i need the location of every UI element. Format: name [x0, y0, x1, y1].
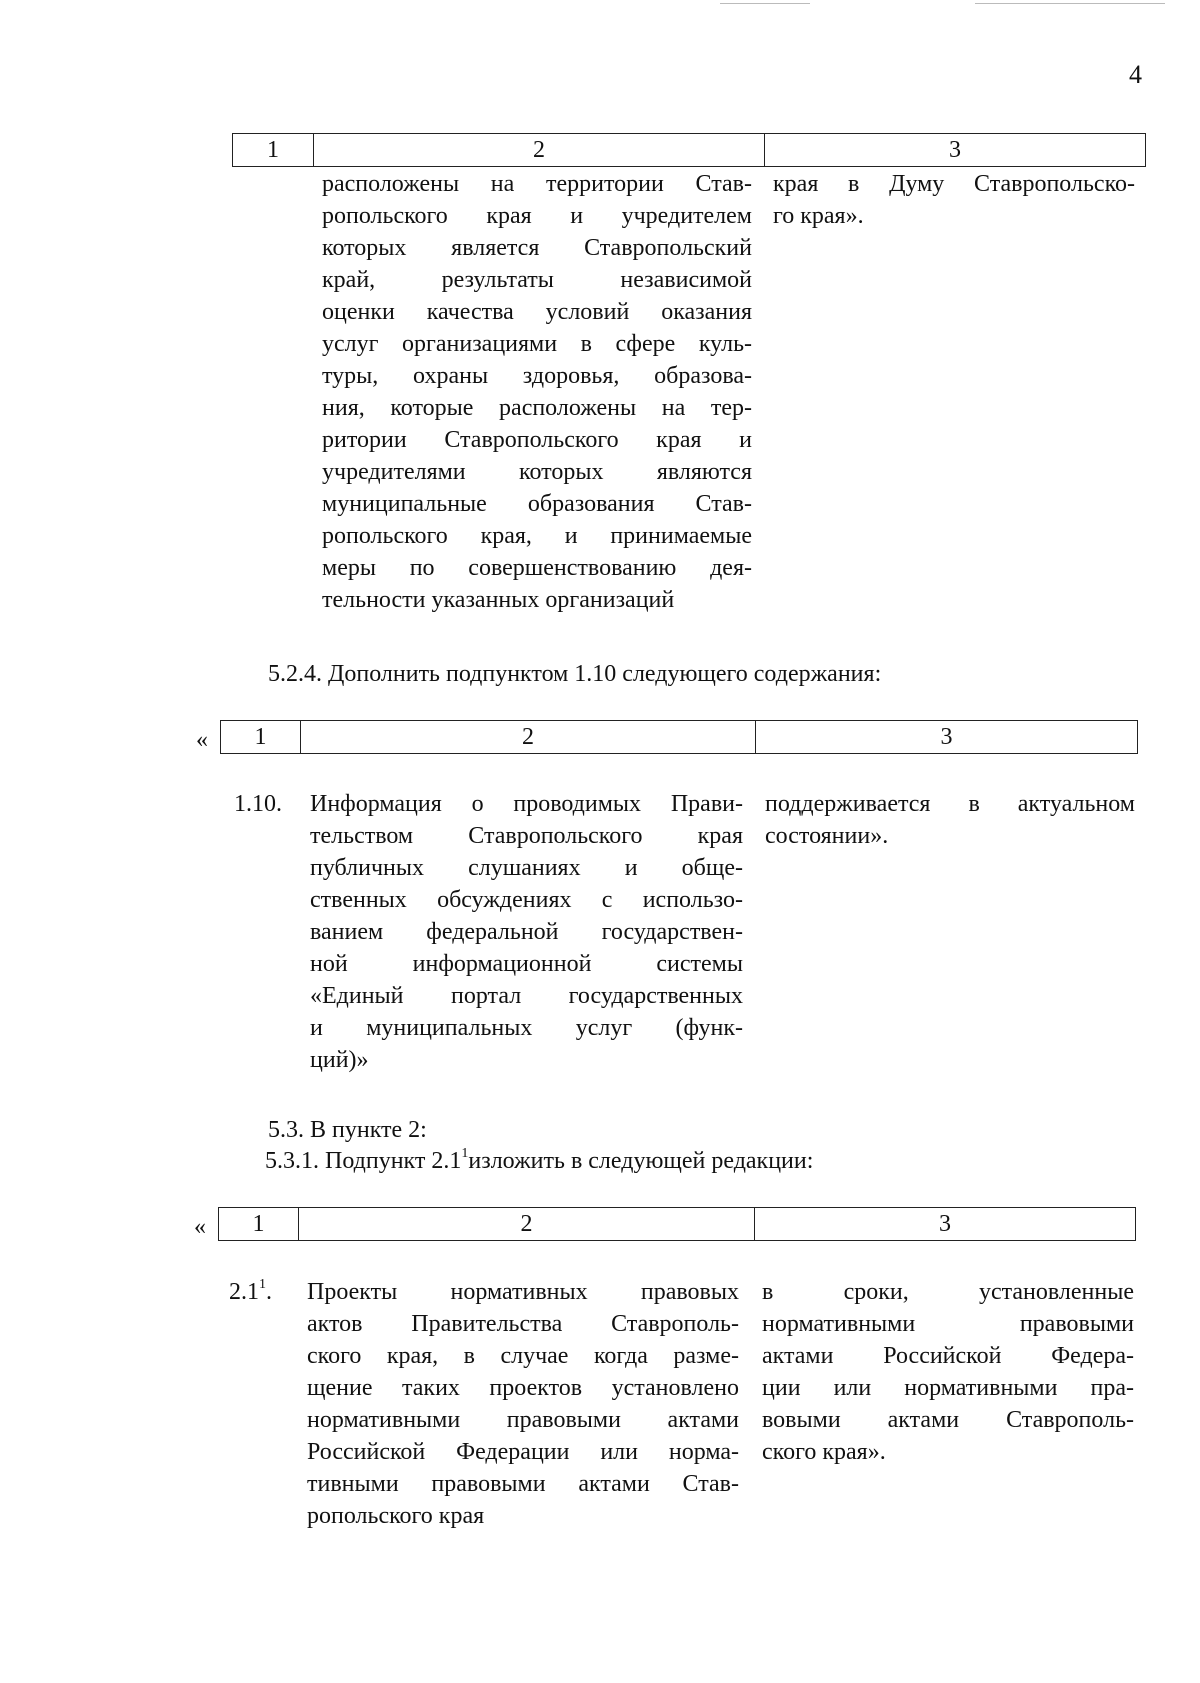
block1-col2-line: муниципальные образования Став- [322, 491, 752, 517]
block3-col2-line: актов Правительства Ставрополь- [307, 1311, 739, 1337]
header-col-2: 2 [298, 1208, 754, 1240]
table-header-2 [220, 720, 1138, 754]
block1-col2-line: тельности указанных организаций [322, 587, 675, 613]
paragraph-5-3-1 [265, 1145, 813, 1177]
block2-col3-line: поддерживается в актуальном [765, 791, 1135, 817]
block2-col2-line: и муниципальных услуг (функ- [310, 1015, 743, 1041]
header-col-3: 3 [764, 134, 1145, 166]
block2-column3-text [765, 788, 1135, 852]
header-col-2: 2 [313, 134, 764, 166]
block1-col3-line: го края». [773, 203, 864, 229]
block1-col2-line: ритории Ставропольского края и [322, 427, 752, 453]
block2-col2-line: публичных слушаниях и обще- [310, 855, 743, 881]
block3-col2-line: ропольского края [307, 1503, 485, 1529]
block2-col2-line: «Единый портал государственных [310, 983, 743, 1009]
header-col-2: 2 [300, 721, 755, 753]
block1-col2-line: меры по совершенствованию дея- [322, 555, 752, 581]
block2-column2-text [310, 788, 743, 1076]
block3-column3-text [762, 1276, 1134, 1468]
block1-col2-line: учредителями которых являются [322, 459, 752, 485]
block3-col2-line: ского края, в случае когда разме- [307, 1343, 739, 1369]
paragraph-5-3-1-text: 5.3.1. Подпункт 2.1 [265, 1148, 462, 1174]
block1-col2-line: ния, которые расположены на тер- [322, 395, 752, 421]
item-number-1-10: 1.10. [234, 791, 282, 817]
block2-col2-line: ций)» [310, 1047, 369, 1073]
block1-col2-line: услуг организациями в сфере куль- [322, 331, 752, 357]
block2-col2-line: ственных обсуждениях с использо- [310, 887, 743, 913]
page-number: 4 [1129, 60, 1142, 89]
block3-col3-line: актами Российской Федера- [762, 1343, 1134, 1369]
block1-col2-line: расположены на территории Став- [322, 171, 752, 197]
block1-column3-text [773, 168, 1135, 232]
scan-artifact-line [720, 3, 810, 4]
block2-col2-line: тельством Ставропольского края [310, 823, 743, 849]
block1-col3-line: края в Думу Ставропольско- [773, 171, 1135, 197]
block2-col2-line: ной информационной системы [310, 951, 743, 977]
block1-column2-text [322, 168, 752, 616]
paragraph-5-2-4: 5.2.4. Дополнить подпунктом 1.10 следующего содержания: [268, 661, 882, 687]
block3-col2-line: Проекты нормативных правовых [307, 1279, 739, 1305]
item-number-end: . [266, 1279, 272, 1305]
block3-col3-line: ского края». [762, 1439, 886, 1465]
scan-artifact-line [975, 3, 1165, 4]
block3-col3-line: ции или нормативными пра- [762, 1375, 1134, 1401]
block2-col3-line: состоянии». [765, 823, 889, 849]
block3-col2-line: нормативными правовыми актами [307, 1407, 739, 1433]
table-header-3 [218, 1207, 1136, 1241]
block1-col2-line: край, результаты независимой [322, 267, 752, 293]
block3-col2-line: Российской Федерации или норма- [307, 1439, 739, 1465]
opening-quote: « [196, 727, 208, 753]
block1-col2-line: которых является Ставропольский [322, 235, 752, 261]
header-col-1: 1 [252, 1211, 265, 1237]
table-header-1 [232, 133, 1146, 167]
superscript: 1 [461, 1146, 469, 1161]
opening-quote: « [194, 1214, 206, 1240]
header-col-1: 1 [267, 137, 279, 163]
item-number-main: 2.1 [229, 1279, 259, 1305]
block3-col2-line: тивными правовыми актами Став- [307, 1471, 739, 1497]
header-col-3: 3 [754, 1208, 1135, 1240]
block1-col2-line: оценки качества условий оказания [322, 299, 752, 325]
block1-col2-line: ропольского края, и принимаемые [322, 523, 752, 549]
paragraph-5-3-1-text-end: изложить в следующей редакции: [468, 1148, 814, 1174]
block3-col3-line: нормативными правовыми [762, 1311, 1134, 1337]
item-number-2-1-1 [229, 1276, 272, 1308]
block2-col2-line: ванием федеральной государствен- [310, 919, 743, 945]
block3-column2-text [307, 1276, 739, 1532]
block2-col2-line: Информация о проводимых Прави- [310, 791, 743, 817]
superscript: 1 [259, 1277, 266, 1292]
block3-col3-line: вовыми актами Ставрополь- [762, 1407, 1134, 1433]
block3-col2-line: щение таких проектов установлено [307, 1375, 739, 1401]
paragraph-5-3: 5.3. В пункте 2: [268, 1117, 427, 1143]
header-col-3: 3 [755, 721, 1137, 753]
header-col-1: 1 [254, 724, 267, 750]
block3-col3-line: в сроки, установленные [762, 1279, 1134, 1305]
block1-col2-line: туры, охраны здоровья, образова- [322, 363, 752, 389]
block1-col2-line: ропольского края и учредителем [322, 203, 752, 229]
